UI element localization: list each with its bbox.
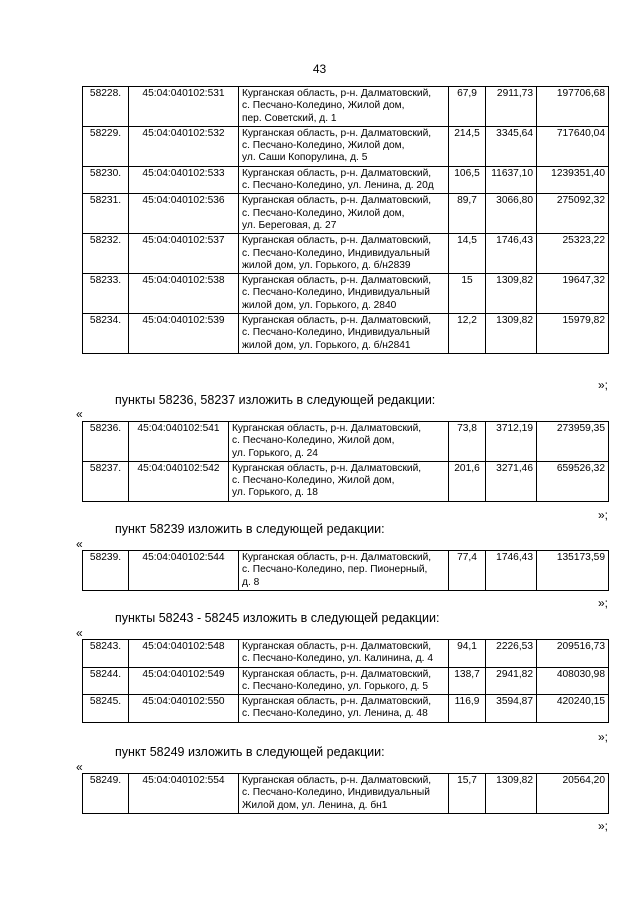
closing-quote: »; (597, 508, 608, 522)
table-row (83, 166, 609, 194)
address-cell (239, 640, 449, 668)
table-row (83, 87, 609, 127)
address-line: жилой дом, ул. Горького, д. б/н2839 (242, 259, 411, 271)
address-cell (239, 695, 449, 723)
property-table-4 (82, 639, 609, 723)
specific-value: 3345,64 (486, 126, 537, 166)
area-value: 73,8 (449, 422, 486, 462)
table-body (83, 774, 609, 814)
address-cell (239, 87, 449, 127)
address-cell (239, 274, 449, 314)
address-line: с. Песчано-Коледино, ул. Ленина, д. 48 (242, 708, 428, 720)
specific-value: 1746,43 (486, 551, 537, 591)
address-line: Курганская область, р-н. Далматовский, (242, 275, 432, 287)
cadastral-number: 45:04:040102:554 (129, 774, 239, 814)
cadastral-number: 45:04:040102:533 (129, 166, 239, 194)
table-row (83, 422, 609, 462)
table-body (83, 640, 609, 723)
address-line: Курганская область, р-н. Далматовский, (242, 127, 432, 139)
address-line: с. Песчано-Коледино, Индивидуальный (242, 247, 430, 259)
address-cell (239, 234, 449, 274)
specific-value: 1746,43 (486, 234, 537, 274)
instruction-text: пункты 58243 - 58245 изложить в следующей редакции: (115, 611, 440, 625)
area-value: 89,7 (449, 194, 486, 234)
specific-value: 3594,87 (486, 695, 537, 723)
cadastral-number: 45:04:040102:539 (129, 314, 239, 354)
address-line: с. Песчано-Коледино, пер. Пионерный, (242, 564, 428, 576)
address-line: с. Песчано-Коледино, Индивидуальный (242, 787, 430, 799)
opening-quote: « (76, 407, 83, 421)
closing-quote: »; (597, 378, 608, 392)
item-number: 58229. (83, 126, 129, 166)
property-table-5 (82, 773, 609, 814)
item-number: 58243. (83, 640, 129, 668)
cadastral-cost: 209516,73 (537, 640, 609, 668)
cadastral-number: 45:04:040102:544 (129, 551, 239, 591)
area-value: 15,7 (449, 774, 486, 814)
table-row (83, 126, 609, 166)
table-row (83, 274, 609, 314)
cadastral-cost: 135173,59 (537, 551, 609, 591)
address-cell (239, 314, 449, 354)
address-line: пер. Советский, д. 1 (242, 112, 337, 124)
cadastral-number: 45:04:040102:536 (129, 194, 239, 234)
address-line: ул. Горького, д. 18 (232, 487, 318, 499)
address-cell (229, 422, 449, 462)
cadastral-number: 45:04:040102:550 (129, 695, 239, 723)
address-line: жилой дом, ул. Горького, д. 2840 (242, 299, 397, 311)
property-table-1 (82, 86, 609, 354)
address-line: ул. Саши Копорулина, д. 5 (242, 152, 368, 164)
cadastral-cost: 19647,32 (537, 274, 609, 314)
cadastral-cost: 420240,15 (537, 695, 609, 723)
area-value: 106,5 (449, 166, 486, 194)
address-cell (239, 774, 449, 814)
cadastral-cost: 408030,98 (537, 667, 609, 695)
table-row (83, 774, 609, 814)
area-value: 138,7 (449, 667, 486, 695)
table-row (83, 234, 609, 274)
cadastral-number: 45:04:040102:542 (129, 461, 229, 501)
address-line: Курганская область, р-н. Далматовский, (242, 88, 432, 99)
specific-value: 3271,46 (486, 461, 537, 501)
area-value: 14,5 (449, 234, 486, 274)
instruction-text: пункт 58249 изложить в следующей редакции: (115, 745, 385, 759)
specific-value: 1309,82 (486, 774, 537, 814)
address-line: жилой дом, ул. Горького, д. б/н2841 (242, 339, 411, 351)
address-line: Курганская область, р-н. Далматовский, (232, 462, 422, 474)
address-line: с. Песчано-Коледино, ул. Ленина, д. 20д (242, 180, 434, 192)
item-number: 58233. (83, 274, 129, 314)
cadastral-cost: 273959,35 (537, 422, 609, 462)
area-value: 67,9 (449, 87, 486, 127)
address-line: ул. Береговая, д. 27 (242, 219, 337, 231)
item-number: 58231. (83, 194, 129, 234)
table-body (83, 551, 609, 591)
area-value: 15 (449, 274, 486, 314)
specific-value: 11637,10 (486, 166, 537, 194)
address-cell (239, 166, 449, 194)
address-line: с. Песчано-Коледино, Индивидуальный (242, 327, 430, 339)
address-line: Курганская область, р-н. Далматовский, (242, 315, 432, 327)
address-line: Курганская область, р-н. Далматовский, (242, 235, 432, 247)
cadastral-number: 45:04:040102:541 (129, 422, 229, 462)
opening-quote: « (76, 760, 83, 774)
table-row (83, 314, 609, 354)
closing-quote: »; (597, 596, 608, 610)
closing-quote: »; (597, 730, 608, 744)
item-number: 58228. (83, 87, 129, 127)
address-line: Курганская область, р-н. Далматовский, (242, 641, 432, 652)
address-line: с. Песчано-Коледино, Жилой дом, (242, 100, 405, 112)
address-line: ул. Горького, д. 24 (232, 447, 318, 459)
cadastral-cost: 25323,22 (537, 234, 609, 274)
item-number: 58244. (83, 667, 129, 695)
address-line: с. Песчано-Коледино, Жилой дом, (242, 207, 405, 219)
address-line: Курганская область, р-н. Далматовский, (242, 775, 432, 786)
table-body (83, 422, 609, 502)
area-value: 116,9 (449, 695, 486, 723)
cadastral-cost: 1239351,40 (537, 166, 609, 194)
address-line: Жилой дом, ул. Ленина, д. бн1 (242, 799, 388, 811)
cadastral-number: 45:04:040102:537 (129, 234, 239, 274)
item-number: 58230. (83, 166, 129, 194)
cadastral-number: 45:04:040102:531 (129, 87, 239, 127)
specific-value: 2941,82 (486, 667, 537, 695)
opening-quote: « (76, 626, 83, 640)
address-line: с. Песчано-Коледино, Жилой дом, (232, 475, 395, 487)
item-number: 58239. (83, 551, 129, 591)
cadastral-number: 45:04:040102:548 (129, 640, 239, 668)
address-cell (239, 667, 449, 695)
area-value: 214,5 (449, 126, 486, 166)
address-line: с. Песчано-Коледино, Индивидуальный (242, 287, 430, 299)
cadastral-number: 45:04:040102:538 (129, 274, 239, 314)
table-row (83, 667, 609, 695)
page-number: 43 (312, 62, 327, 76)
table-row (83, 695, 609, 723)
opening-quote: « (76, 537, 83, 551)
address-cell (239, 194, 449, 234)
specific-value: 1309,82 (486, 274, 537, 314)
item-number: 58232. (83, 234, 129, 274)
specific-value: 2226,53 (486, 640, 537, 668)
item-number: 58249. (83, 774, 129, 814)
specific-value: 2911,73 (486, 87, 537, 127)
item-number: 58236. (83, 422, 129, 462)
cadastral-number: 45:04:040102:549 (129, 667, 239, 695)
item-number: 58234. (83, 314, 129, 354)
area-value: 94,1 (449, 640, 486, 668)
property-table-2 (82, 421, 609, 502)
table-row (83, 551, 609, 591)
cadastral-cost: 197706,68 (537, 87, 609, 127)
item-number: 58245. (83, 695, 129, 723)
table-row (83, 461, 609, 501)
address-line: Курганская область, р-н. Далматовский, (232, 423, 422, 434)
cadastral-cost: 659526,32 (537, 461, 609, 501)
address-line: с. Песчано-Коледино, ул. Горького, д. 5 (242, 680, 429, 692)
cadastral-cost: 717640,04 (537, 126, 609, 166)
instruction-text: пункты 58236, 58237 изложить в следующей редакции: (115, 393, 436, 407)
address-cell (229, 461, 449, 501)
address-cell (239, 551, 449, 591)
address-line: Курганская область, р-н. Далматовский, (242, 552, 432, 563)
address-cell (239, 126, 449, 166)
address-line: д. 8 (242, 576, 260, 588)
cadastral-cost: 275092,32 (537, 194, 609, 234)
cadastral-cost: 20564,20 (537, 774, 609, 814)
property-table-3 (82, 550, 609, 591)
table-body (83, 87, 609, 354)
cadastral-number: 45:04:040102:532 (129, 126, 239, 166)
address-line: Курганская область, р-н. Далматовский, (242, 195, 432, 207)
specific-value: 1309,82 (486, 314, 537, 354)
cadastral-cost: 15979,82 (537, 314, 609, 354)
item-number: 58237. (83, 461, 129, 501)
closing-quote: »; (597, 819, 608, 833)
address-line: с. Песчано-Коледино, Жилой дом, (242, 140, 405, 152)
area-value: 201,6 (449, 461, 486, 501)
instruction-text: пункт 58239 изложить в следующей редакции: (115, 522, 385, 536)
specific-value: 3712,19 (486, 422, 537, 462)
address-line: Курганская область, р-н. Далматовский, (242, 696, 432, 708)
specific-value: 3066,80 (486, 194, 537, 234)
address-line: Курганская область, р-н. Далматовский, (242, 668, 432, 680)
address-line: с. Песчано-Коледино, Жилой дом, (232, 435, 395, 447)
table-row (83, 194, 609, 234)
area-value: 12,2 (449, 314, 486, 354)
address-line: с. Песчано-Коледино, ул. Калинина, д. 4 (242, 653, 433, 665)
area-value: 77,4 (449, 551, 486, 591)
table-row (83, 640, 609, 668)
address-line: Курганская область, р-н. Далматовский, (242, 167, 432, 179)
